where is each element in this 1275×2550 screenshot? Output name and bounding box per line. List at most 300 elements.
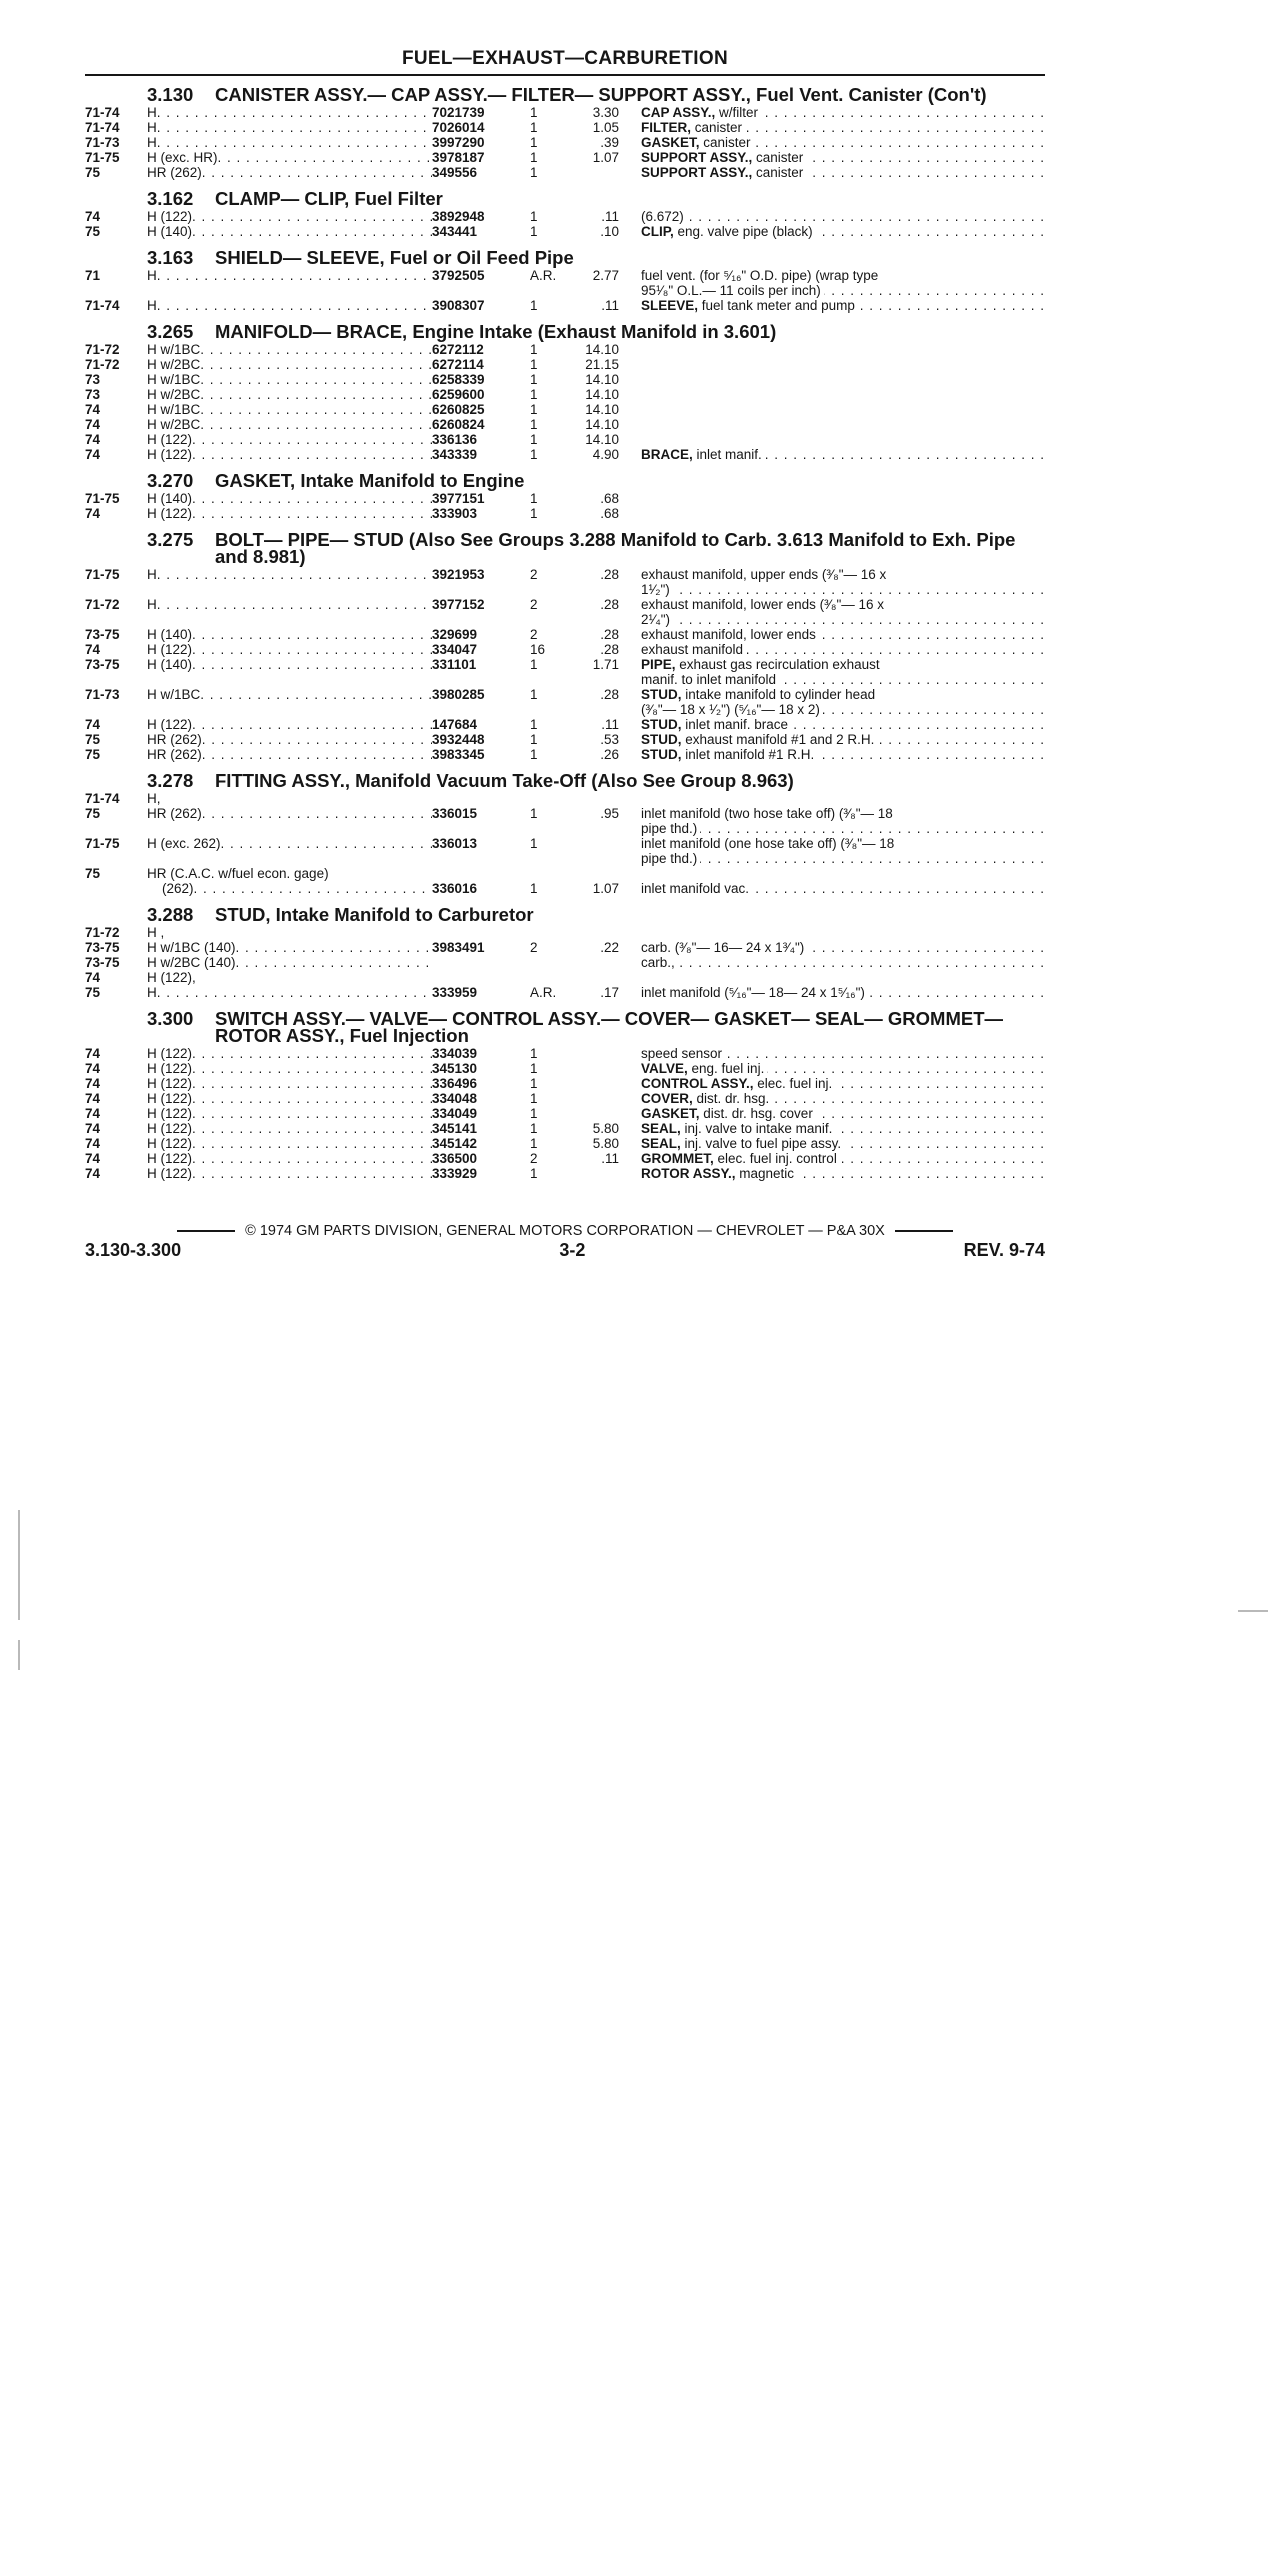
part-name: SEAL, [641, 1136, 681, 1151]
quantity: 1 [530, 491, 538, 506]
quantity: 1 [530, 1121, 538, 1136]
part-detail: inj. valve to fuel pipe assy. [680, 1136, 842, 1151]
price: 1.07 [592, 881, 619, 896]
parts-row [85, 687, 1045, 717]
parts-row [85, 1151, 1045, 1166]
section-3-278 [85, 768, 1045, 896]
part-detail: exhaust manifold, lower ends [641, 627, 816, 642]
model-years: 73-75 [85, 627, 120, 642]
section-title: STUD, Intake Manifold to Carburetor [215, 904, 534, 925]
part-name: CAP ASSY., [641, 105, 716, 120]
price: .10 [600, 224, 619, 239]
part-detail: carb., [641, 955, 675, 970]
model-years: 74 [85, 417, 101, 432]
model-code: HR (C.A.C. w/fuel econ. gage) [147, 866, 329, 881]
model-code-cell [147, 268, 432, 283]
model-years: 71-75 [85, 150, 120, 165]
parts-row [85, 1091, 1045, 1106]
section-heading [85, 82, 1045, 105]
quantity: 1 [530, 1076, 538, 1091]
parts-row [85, 447, 1045, 462]
model-code-cell [147, 970, 432, 985]
part-description [619, 417, 1045, 432]
model-code-cell [147, 567, 432, 582]
model-code-cell [147, 627, 432, 642]
model-code-cell [147, 165, 432, 180]
part-description [619, 747, 1045, 762]
part-description [619, 687, 1045, 717]
model-code: HR (262) [147, 747, 202, 762]
price: .68 [600, 491, 619, 506]
quantity: 1 [530, 402, 538, 417]
model-years: 74 [85, 1136, 101, 1151]
part-detail: inlet manifold (two hose take off) (³⁄₈"— 18 pipe thd.) [641, 806, 893, 836]
model-years: 74 [85, 717, 101, 732]
price: .17 [600, 985, 619, 1000]
quantity: 1 [530, 1061, 538, 1076]
section-number: 3.288 [147, 904, 194, 925]
model-code-cell [147, 806, 432, 821]
part-description [619, 970, 1045, 985]
section-3-163 [85, 245, 1045, 313]
part-description [619, 866, 1045, 881]
model-code-cell [147, 1076, 432, 1091]
sections-container [85, 82, 1045, 1181]
model-code-cell [147, 1046, 432, 1061]
section-3-130 [85, 82, 1045, 180]
model-code-cell [147, 1106, 432, 1121]
part-name: ROTOR ASSY., [641, 1166, 736, 1181]
price: 14.10 [585, 372, 619, 387]
parts-row [85, 866, 1045, 881]
quantity: 16 [530, 642, 546, 657]
part-number: 3977152 [432, 597, 485, 612]
part-description [619, 224, 1045, 239]
scan-margin-mark [1238, 1610, 1268, 1612]
section-number: 3.270 [147, 470, 194, 491]
model-code: H w/2BC [147, 387, 201, 402]
quantity: A.R. [530, 985, 557, 1000]
model-code-cell [147, 342, 432, 357]
part-detail: inlet manifold #1 R.H. [681, 747, 815, 762]
part-detail: intake manifold to cylinder head (³⁄₈"— 18 x ¹⁄₂") (⁵⁄₁₆"— 18 x 2) [641, 687, 876, 717]
part-number: 333959 [432, 985, 478, 1000]
price: 1.07 [592, 150, 619, 165]
model-code-cell [147, 402, 432, 417]
model-years: 71-72 [85, 597, 120, 612]
model-years: 71-74 [85, 791, 120, 806]
part-number: 336013 [432, 836, 478, 851]
part-description [619, 447, 1045, 462]
part-detail: exhaust manifold #1 and 2 R.H. [681, 732, 875, 747]
model-code-cell [147, 687, 432, 702]
section-3-288 [85, 902, 1045, 1000]
model-code-cell [147, 642, 432, 657]
part-detail: canister [699, 135, 751, 150]
part-number: 343441 [432, 224, 478, 239]
parts-row [85, 224, 1045, 239]
model-code: H [147, 268, 157, 283]
part-number: 3983345 [432, 747, 485, 762]
parts-row [85, 402, 1045, 417]
part-number: 345141 [432, 1121, 478, 1136]
model-years: 71-75 [85, 567, 120, 582]
part-detail: (6.672) [641, 209, 684, 224]
part-detail: inj. valve to intake manif. [680, 1121, 833, 1136]
quantity: 1 [530, 150, 538, 165]
part-number: 336500 [432, 1151, 478, 1166]
scan-margin-mark [18, 1510, 20, 1620]
model-code: H w/2BC (140) [147, 955, 236, 970]
section-heading [85, 245, 1045, 268]
part-description [619, 567, 1045, 597]
section-title: GASKET, Intake Manifold to Engine [215, 470, 525, 491]
part-description [619, 791, 1045, 806]
quantity: 1 [530, 432, 538, 447]
model-code: H [147, 135, 157, 150]
part-name: SLEEVE, [641, 298, 699, 313]
price: 14.10 [585, 432, 619, 447]
model-years: 74 [85, 1121, 101, 1136]
model-code: H (122) [147, 1151, 193, 1166]
quantity: 1 [530, 209, 538, 224]
quantity: 1 [530, 105, 538, 120]
model-code: HR (262) [147, 806, 202, 821]
part-description [619, 372, 1045, 387]
model-code: H w/2BC [147, 417, 201, 432]
model-code: H (122) [147, 1046, 193, 1061]
model-code: H w/1BC [147, 342, 201, 357]
part-description [619, 506, 1045, 521]
part-name: SEAL, [641, 1121, 681, 1136]
quantity: 1 [530, 747, 538, 762]
model-code: H (exc. HR) [147, 150, 218, 165]
part-name: CLIP, [641, 224, 674, 239]
part-description [619, 150, 1045, 165]
footer-group-range: 3.130-3.300 [85, 1240, 182, 1260]
model-years: 74 [85, 970, 101, 985]
part-detail: inlet manifold (one hose take off) (³⁄₈"— 18 pipe thd.) [641, 836, 895, 866]
quantity: A.R. [530, 268, 557, 283]
model-code: H (122) [147, 1076, 193, 1091]
model-code-cell [147, 491, 432, 506]
model-code: H w/1BC [147, 687, 201, 702]
model-code-cell [147, 1136, 432, 1151]
price: .28 [600, 627, 619, 642]
part-description [619, 209, 1045, 224]
model-code-cell [147, 120, 432, 135]
part-description [619, 402, 1045, 417]
quantity: 1 [530, 1091, 538, 1106]
parts-row [85, 567, 1045, 597]
footer-copyright: © 1974 GM PARTS DIVISION, GENERAL MOTORS CORPORATION — CHEVROLET — P&A 30X [245, 1223, 885, 1239]
part-description [619, 135, 1045, 150]
model-code: H [147, 105, 157, 120]
price: .28 [600, 597, 619, 612]
part-detail: fuel vent. (for ⁵⁄₁₆" O.D. pipe) (wrap type 95¹⁄₈" O.L.— 11 coils per inch) [641, 268, 879, 298]
part-number: 6260824 [432, 417, 485, 432]
part-description [619, 1106, 1045, 1121]
part-detail: canister [691, 120, 743, 135]
model-years: 75 [85, 806, 101, 821]
quantity: 1 [530, 1046, 538, 1061]
part-description [619, 1061, 1045, 1076]
quantity: 1 [530, 357, 538, 372]
parts-row [85, 491, 1045, 506]
section-title: BOLT— PIPE— STUD (Also See Groups 3.288 Manifold to Carb. 3.613 Manifold to Exh. Pipe and 8.981) [215, 529, 1016, 567]
model-code-cell [147, 1091, 432, 1106]
model-code: H [147, 567, 157, 582]
part-number: 333929 [432, 1166, 478, 1181]
model-code: (262) [147, 881, 194, 896]
model-code-cell [147, 597, 432, 612]
part-number: 147684 [432, 717, 478, 732]
part-detail: carb. (³⁄₈"— 16— 24 x 1³⁄₄") [641, 940, 805, 955]
section-number: 3.265 [147, 321, 194, 342]
model-code: H w/1BC (140) [147, 940, 236, 955]
quantity: 1 [530, 135, 538, 150]
price: 14.10 [585, 387, 619, 402]
model-code-cell [147, 209, 432, 224]
model-years: 74 [85, 209, 101, 224]
part-description [619, 432, 1045, 447]
price: 5.80 [592, 1136, 619, 1151]
section-3-265 [85, 319, 1045, 462]
model-years: 74 [85, 1076, 101, 1091]
catalog-page [85, 48, 1045, 1261]
model-code: H (122) [147, 447, 193, 462]
quantity: 1 [530, 224, 538, 239]
section-number: 3.130 [147, 84, 194, 105]
parts-row [85, 268, 1045, 298]
section-number: 3.162 [147, 188, 194, 209]
part-name: COVER, [641, 1091, 693, 1106]
model-code-cell [147, 1151, 432, 1166]
parts-row [85, 1166, 1045, 1181]
part-number: 345130 [432, 1061, 478, 1076]
section-heading [85, 902, 1045, 925]
part-number: 6260825 [432, 402, 485, 417]
part-description [619, 1046, 1045, 1061]
model-code-cell [147, 1166, 432, 1181]
part-description [619, 627, 1045, 642]
part-number: 3983491 [432, 940, 485, 955]
part-name: CONTROL ASSY., [641, 1076, 754, 1091]
part-detail: magnetic [735, 1166, 795, 1181]
part-detail: eng. fuel inj. [687, 1061, 765, 1076]
model-code: H, [147, 791, 161, 806]
model-code-cell [147, 417, 432, 432]
part-name: STUD, [641, 717, 682, 732]
part-name: BRACE, [641, 447, 693, 462]
model-code: HR (262) [147, 165, 202, 180]
section-title: FITTING ASSY., Manifold Vacuum Take-Off (Also See Group 8.963) [215, 770, 794, 791]
part-description [619, 105, 1045, 120]
part-number: 6259600 [432, 387, 485, 402]
part-detail: inlet manif. [692, 447, 762, 462]
model-code-cell [147, 387, 432, 402]
part-description [619, 1121, 1045, 1136]
model-years: 74 [85, 447, 101, 462]
part-detail: inlet manifold (⁵⁄₁₆"— 18— 24 x 1⁵⁄₁₆") [641, 985, 865, 1000]
parts-row [85, 1061, 1045, 1076]
part-detail: w/filter [715, 105, 759, 120]
part-number: 3980285 [432, 687, 485, 702]
part-detail: dist. dr. hsg. cover [699, 1106, 813, 1121]
model-code-cell [147, 985, 432, 1000]
price: .95 [600, 806, 619, 821]
section-heading [85, 1006, 1045, 1046]
model-code-cell [147, 717, 432, 732]
model-years: 75 [85, 165, 101, 180]
model-code: H (140) [147, 491, 193, 506]
part-number: 7026014 [432, 120, 485, 135]
model-code-cell [147, 150, 432, 165]
section-heading [85, 468, 1045, 491]
model-years: 71 [85, 268, 101, 283]
parts-row [85, 732, 1045, 747]
model-years: 71-73 [85, 687, 120, 702]
model-code-cell [147, 732, 432, 747]
parts-row [85, 791, 1045, 806]
footer-rule-left [177, 1230, 235, 1232]
part-description [619, 1166, 1045, 1181]
quantity: 1 [530, 447, 538, 462]
part-name: PIPE, [641, 657, 676, 672]
model-code: H w/1BC [147, 372, 201, 387]
parts-row [85, 209, 1045, 224]
quantity: 2 [530, 627, 538, 642]
part-description [619, 642, 1045, 657]
page-footer [85, 1223, 1045, 1261]
part-detail: exhaust manifold, lower ends (³⁄₈"— 16 x 2¹⁄₄") [641, 597, 884, 627]
section-3-300 [85, 1006, 1045, 1181]
price: .39 [600, 135, 619, 150]
quantity: 1 [530, 1106, 538, 1121]
part-number: 334049 [432, 1106, 478, 1121]
part-number: 3978187 [432, 150, 485, 165]
model-code-cell [147, 506, 432, 521]
model-code-cell [147, 866, 432, 881]
model-code-cell [147, 955, 432, 970]
parts-row [85, 120, 1045, 135]
model-years: 74 [85, 1166, 101, 1181]
model-code: H (140) [147, 224, 193, 239]
quantity: 1 [530, 417, 538, 432]
part-number: 336015 [432, 806, 478, 821]
parts-row [85, 298, 1045, 313]
quantity: 1 [530, 717, 538, 732]
scan-margin-mark [18, 1640, 20, 1670]
price: 1.05 [592, 120, 619, 135]
model-code: H (exc. 262) [147, 836, 221, 851]
parts-row [85, 881, 1045, 896]
part-description [619, 268, 1045, 298]
part-number: 336136 [432, 432, 478, 447]
part-number: 331101 [432, 657, 477, 672]
page-title: FUEL—EXHAUST—CARBURETION [85, 48, 1045, 76]
model-code-cell [147, 447, 432, 462]
model-years: 75 [85, 985, 101, 1000]
parts-row [85, 717, 1045, 732]
part-description [619, 491, 1045, 506]
model-years: 73-75 [85, 955, 120, 970]
part-detail: fuel tank meter and pump [698, 298, 855, 313]
part-description [619, 1136, 1045, 1151]
quantity: 1 [530, 165, 538, 180]
section-heading [85, 319, 1045, 342]
model-years: 71-72 [85, 357, 120, 372]
price: .11 [601, 717, 619, 732]
part-number: 336016 [432, 881, 478, 896]
model-code-cell [147, 372, 432, 387]
price: .68 [600, 506, 619, 521]
section-title: MANIFOLD— BRACE, Engine Intake (Exhaust Manifold in 3.601) [215, 321, 777, 342]
model-years: 71-73 [85, 135, 120, 150]
model-code-cell [147, 791, 432, 806]
parts-row [85, 165, 1045, 180]
part-number: 334047 [432, 642, 478, 657]
model-code: HR (262) [147, 732, 202, 747]
part-name: GROMMET, [641, 1151, 714, 1166]
model-code: H (122) [147, 1121, 193, 1136]
part-name: STUD, [641, 747, 682, 762]
model-years: 71-72 [85, 342, 120, 357]
section-heading [85, 186, 1045, 209]
section-3-275 [85, 527, 1045, 762]
part-description [619, 1076, 1045, 1091]
model-years: 74 [85, 1046, 101, 1061]
part-number: 3997290 [432, 135, 485, 150]
quantity: 1 [530, 881, 538, 896]
parts-row [85, 417, 1045, 432]
price: 5.80 [592, 1121, 619, 1136]
price: 1.71 [592, 657, 619, 672]
part-name: STUD, [641, 687, 682, 702]
part-name: STUD, [641, 732, 682, 747]
model-code: H (122) [147, 1106, 193, 1121]
part-description [619, 717, 1045, 732]
model-code: H , [147, 925, 165, 940]
quantity: 1 [530, 506, 538, 521]
section-heading [85, 527, 1045, 567]
model-code-cell [147, 925, 432, 940]
parts-row [85, 432, 1045, 447]
model-code: H w/2BC [147, 357, 201, 372]
part-detail: canister [752, 165, 804, 180]
section-3-162 [85, 186, 1045, 239]
part-number: 6258339 [432, 372, 485, 387]
price: 2.77 [592, 268, 619, 283]
parts-row [85, 357, 1045, 372]
model-code: H (140) [147, 657, 193, 672]
model-years: 74 [85, 402, 101, 417]
section-number: 3.275 [147, 529, 194, 550]
part-number: 349556 [432, 165, 478, 180]
part-description [619, 732, 1045, 747]
model-years: 74 [85, 1091, 101, 1106]
model-code-cell [147, 1121, 432, 1136]
parts-row [85, 627, 1045, 642]
model-code: H [147, 985, 157, 1000]
parts-row [85, 597, 1045, 627]
model-code: H (122) [147, 432, 193, 447]
model-code: H (122) [147, 1061, 193, 1076]
price: .22 [600, 940, 619, 955]
section-title: CLAMP— CLIP, Fuel Filter [215, 188, 443, 209]
model-years: 74 [85, 1061, 101, 1076]
model-years: 71-75 [85, 491, 120, 506]
